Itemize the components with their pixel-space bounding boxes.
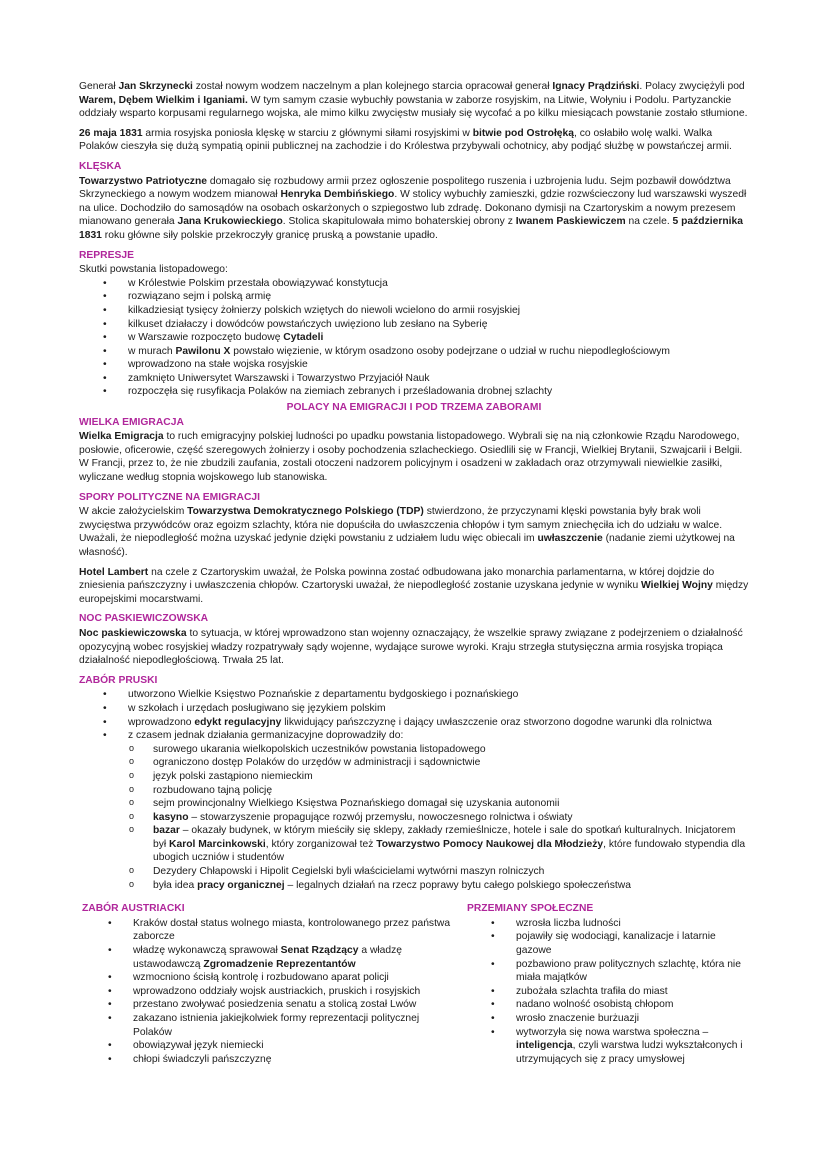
represje-intro: Skutki powstania listopadowego: — [79, 264, 228, 276]
heading-spory-polityczne: SPORY POLITYCZNE NA EMIGRACJI — [79, 491, 260, 503]
bold-text: bazar — [153, 825, 180, 837]
list-item — [79, 318, 749, 332]
list-item — [79, 797, 749, 811]
text-run: ograniczono dostęp Polaków do urzędów w administracji i sądownictwie — [153, 757, 481, 769]
list-item — [79, 770, 749, 784]
bold-text: bitwie pod Ostrołęką — [472, 127, 574, 139]
text-run: kilkadziesiąt tysięcy żołnierzy polskich wziętych do niewoli wcielono do armii rosyjskiej — [128, 304, 521, 316]
text-run: język polski zastąpiono niemieckim — [153, 770, 313, 782]
list-item — [79, 345, 749, 359]
text-run: . Polacy zwyciężyli pod — [639, 81, 745, 92]
list-item — [79, 784, 749, 798]
list-item — [467, 930, 752, 957]
text-run: W tym samym czasie wybuchły powstania w zaborze rosyjskim, na Litwie, Wołyniu i Podolu. Partyzanckie oddziały wsparto korpusami regularnego wojska, ale mimo kilku zwycięstw musiały się wycofać a po kilku miesiącach powstanie zostało stłumione. — [79, 94, 748, 120]
list-item — [79, 385, 749, 399]
text-run: z czasem jednak działania germanizacyjne doprowadziły do: — [128, 730, 404, 742]
text-run: (nadanie ziemi użytkowej na własność). — [79, 533, 735, 558]
text-run: była idea — [153, 879, 198, 891]
list-item — [467, 985, 752, 999]
bold-text: Wielka Emigracja — [79, 431, 164, 443]
list-item — [79, 716, 749, 730]
text-run: Dezydery Chłapowski i Hipolit Cegielski byli właścicielami wytwórni maszyn rolniczych — [153, 866, 545, 878]
bold-text: Jan Skrzynecki — [118, 81, 193, 92]
text-run: – stowarzyszenie propagujące rozwój przemysłu, nowoczesnego rolnictwa i oświaty — [188, 811, 573, 823]
text-run: rozbudowano tajną policję — [153, 784, 273, 796]
bold-text: Noc paskiewiczowska — [79, 627, 187, 639]
text-run: armia rosyjska poniosła klęskę w starciu z głównymi siłami rosyjskimi w — [142, 127, 473, 139]
bold-text: pracy organicznej — [197, 879, 285, 891]
text-run: , które fundowało stypendia dla ubogich uczniów i studentów — [153, 838, 746, 864]
paragraph-kleska — [79, 175, 749, 243]
list-item — [79, 688, 749, 702]
text-run: zubożała szlachta trafiła do miast — [516, 985, 668, 997]
list-item — [79, 277, 749, 291]
paragraph-noc-paskiewiczowska — [79, 627, 749, 668]
list-item — [79, 702, 749, 716]
heading-zabor-pruski: ZABÓR PRUSKI — [79, 674, 158, 686]
list-item — [467, 958, 752, 985]
list-item — [79, 756, 749, 770]
heading-kleska: KLĘSKA — [79, 160, 122, 172]
text-run: został nowym wodzem naczelnym a plan kolejnego starcia opracował generał — [192, 81, 553, 92]
text-run: wzmocniono ścisłą kontrolę i rozbudowano aparat policji — [133, 972, 389, 984]
list-item — [79, 1012, 459, 1039]
list-item — [79, 944, 459, 971]
text-run: wzrosła liczba ludności — [516, 917, 621, 929]
text-run: wprowadzono oddziały wojsk austriackich, pruskich i rosyjskich — [133, 985, 421, 997]
list-item — [79, 304, 749, 318]
bold-text: Iwanem Paskiewiczem — [515, 216, 626, 228]
bold-text: Karol Marcinkowski — [169, 838, 266, 850]
text-run: na czele z Czartoryskim uważał, że Polska powinna zostać odbudowana jako monarchia parlamentarna, w której dojdzie do zniesienia pańszczyzny i uwłaszczenia chłopów. Czartoryski uważał, że niepodległość zostanie uzyskana jedynie w wyniku — [79, 566, 715, 592]
list-item — [79, 879, 749, 893]
text-run: zamknięto Uniwersytet Warszawski i Towarzystwo Przyjaciół Nauk — [128, 372, 430, 384]
text-run: nadano wolność osobistą chłopom — [516, 999, 674, 1011]
bold-text: Hotel Lambert — [79, 566, 149, 578]
bold-text: Warem, Dębem Wielkim i Iganiami. — [79, 94, 248, 106]
bold-text: Towarzystwo Patriotyczne — [79, 175, 207, 187]
text-run: Generał — [79, 81, 119, 92]
text-run: w murach — [128, 345, 176, 357]
bold-text: inteligencja — [516, 1040, 573, 1052]
bold-text: Towarzystwa Demokratycznego Polskiego (TDP) — [187, 506, 424, 518]
list-item — [79, 811, 749, 825]
zabor-austriacki-list — [79, 917, 459, 1067]
przemiany-spoleczne-list — [467, 917, 752, 1067]
text-run: domagało się rozbudowy armii przez ogłoszenie pospolitego ruszenia i uzbrojenia ludu. Sejm pozbawił dowództwa Skrzyneckiego a nowym wodzem mianował — [79, 175, 731, 201]
bold-text: edykt regulacyjny — [194, 716, 282, 728]
text-run: Kraków dostał status wolnego miasta, kontrolowanego przez państwa zaborcze — [133, 917, 451, 943]
text-run: , który zorganizował też — [265, 838, 377, 850]
text-run: w Warszawie rozpoczęto budowę — [128, 332, 284, 344]
text-run: wytworzyła się nowa warstwa społeczna – — [516, 1026, 709, 1038]
list-item — [79, 358, 749, 372]
list-item — [79, 331, 749, 345]
list-item — [79, 743, 749, 757]
bold-text: 26 maja 1831 — [79, 127, 143, 139]
bold-text: Pawilonu X — [175, 345, 231, 357]
bold-text: Ignacy Prądziński — [552, 81, 640, 92]
text-run: surowego ukarania wielkopolskich uczestników powstania listopadowego — [153, 743, 486, 755]
bold-text: Senat Rządzący — [280, 945, 359, 957]
bold-text: 5 października 1831 — [79, 216, 743, 241]
paragraph-wielka-emigracja — [79, 430, 749, 484]
section-title-emigracja-zabory: POLACY NA EMIGRACJI I POD TRZEMA ZABORAMI — [286, 402, 542, 414]
text-run: . Stolica skapitulowała mimo bohaterskiej obrony z — [282, 216, 516, 228]
text-run: roku główne siły polskie przekroczyły granicę pruską a powstanie upadło. — [101, 229, 438, 241]
paragraph-ostroleka — [79, 127, 749, 154]
list-item — [467, 998, 752, 1012]
column-przemiany-spoleczne — [467, 902, 752, 1066]
zabor-pruski-list — [79, 688, 749, 742]
zabor-pruski-sublist — [79, 743, 749, 893]
text-run: to ruch emigracyjny polskiej ludności po upadku powstania listopadowego. Wybrali się na nią członkowie Rządu Narodowego, posłowie, oficerowie, część szeregowych żołnierzy i osoby pochodzenia szlacheckiego. Osiedlili się w Francji, Wielkiej Brytanii, Szwajcarii i Belgii. W Francji, przez to, że nie zbudzili zaufania, zostali otoczeni nadzorem policyjnym i osadzeni w zakładach oraz otrzymywali niewielkie zasiłki, wyliczane według stopnia wojskowego lub stanowiska. — [79, 431, 743, 484]
text-run: rozwiązano sejm i polską armię — [128, 291, 272, 303]
text-run: w szkołach i urzędach posługiwano się językiem polskim — [128, 702, 386, 714]
text-run: władzę wykonawczą sprawował — [133, 945, 281, 957]
text-run: chłopi świadczyli pańszczyznę — [133, 1053, 272, 1065]
list-item — [467, 1026, 752, 1067]
bold-text: kasyno — [153, 811, 189, 823]
text-run: między europejskimi mocarstwami. — [79, 580, 749, 605]
text-run: powstało więzienie, w którym osadzono osoby podejrzane o udział w ruchu niepodległościowym — [230, 345, 671, 357]
text-run: W akcie założycielskim — [79, 506, 188, 518]
text-run: w Królestwie Polskim przestała obowiązywać konstytucja — [128, 277, 388, 289]
text-run: pojawiły się wodociągi, kanalizacje i latarnie gazowe — [516, 931, 716, 957]
text-run: zakazano istnienia jakiejkolwiek formy reprezentacji politycznej Polaków — [133, 1013, 420, 1038]
text-run: a władzę ustawodawczą — [133, 945, 403, 970]
bold-text: Cytadeli — [283, 332, 324, 344]
list-item — [79, 372, 749, 386]
list-item — [79, 824, 749, 865]
bold-text: Towarzystwo Pomocy Naukowej dla Młodzieży — [376, 838, 604, 850]
column-zabor-austriacki — [79, 902, 459, 1066]
list-item — [79, 729, 749, 743]
document-page — [79, 80, 749, 1065]
list-item — [79, 917, 459, 944]
list-item — [79, 1039, 459, 1053]
paragraph-skrzynecki — [79, 80, 749, 121]
text-run: stwierdzono, że przyczynami klęski powstania były brak woli zwycięstwa przywódców oraz egoizm szlachty, która nie dopuściła do uwłaszczenia chłopów i tym samym zniechęciła ich do udziału w walce. Uważali, że niepodległość można uzyskać jedynie dzięki powstaniu z udziałem ludu więc obiecali im — [79, 506, 723, 545]
list-item — [79, 290, 749, 304]
list-item — [79, 971, 459, 985]
heading-represje: REPRESJE — [79, 249, 134, 261]
heading-zabor-austriacki: ZABÓR AUSTRIACKI — [82, 903, 185, 915]
text-run: wrosło znaczenie burżuazji — [516, 1013, 640, 1024]
text-run: wprowadzono na stałe wojska rosyjskie — [128, 359, 308, 371]
list-item — [79, 1053, 459, 1067]
list-item — [79, 865, 749, 879]
list-item — [467, 1012, 752, 1026]
text-run: . W stolicy wybuchły zamieszki, gdzie rozwścieczony lud warszawski wyszedł na ulice. Dochodziło do samosądów na osobach oskarżonych o szpiegostwo lub zdradę. Dokonano dymisji na Czartoryskim a nowym prezesem mianowano generała — [79, 189, 747, 228]
heading-wielka-emigracja: WIELKA EMIGRACJA — [79, 416, 184, 428]
text-run: kilkuset działaczy i dowódców powstańczych uwięziono lub zesłano na Syberię — [128, 318, 488, 330]
text-run: rozpoczęła się rusyfikacja Polaków na ziemiach zebranych i prześladowania drobnej szlachty — [128, 386, 553, 398]
text-run: likwidujący pańszczyznę i dający uwłaszczenie oraz stworzono dogodne warunki dla rolnictwa — [281, 716, 712, 728]
list-item — [79, 985, 459, 999]
represje-list — [79, 277, 749, 399]
heading-przemiany-spoleczne: PRZEMIANY SPOŁECZNE — [467, 903, 594, 915]
bold-text: Zgromadzenie Reprezentantów — [203, 958, 356, 970]
text-run: obowiązywał język niemiecki — [133, 1040, 264, 1052]
text-run: przestano zwoływać posiedzenia senatu a stolicą został Lwów — [133, 999, 417, 1011]
text-run: pozbawiono praw politycznych szlachtę, która nie miała majątków — [516, 958, 741, 984]
bold-text: Jana Krukowieckiego — [177, 216, 283, 228]
bold-text: uwłaszczenie — [537, 533, 603, 545]
bold-text: Wielkiej Wojny — [641, 580, 713, 592]
text-run: – legalnych działań na rzecz poprawy bytu całego polskiego społeczeństwa — [284, 879, 631, 891]
text-run: , czyli warstwa ludzi wykształconych i utrzymujących się z pracy umysłowej — [516, 1040, 743, 1065]
text-run: wprowadzono — [128, 716, 195, 728]
text-run: utworzono Wielkie Księstwo Poznańskie z departamentu bydgoskiego i poznańskiego — [128, 689, 519, 701]
bold-text: Henryka Dembińskiego — [280, 189, 395, 201]
heading-noc-paskiewiczowska: NOC PASKIEWICZOWSKA — [79, 613, 209, 625]
paragraph-tdp — [79, 505, 749, 559]
text-run: sejm prowincjonalny Wielkiego Księstwa Poznańskiego domagał się uzyskania autonomii — [153, 798, 560, 810]
list-item — [79, 998, 459, 1012]
paragraph-hotel-lambert — [79, 566, 749, 607]
list-item — [467, 917, 752, 931]
text-run: – okazały budynek, w którym mieściły się sklepy, zakłady rzemieślnicze, hotele i sale do spotkań kulturalnych. Inicjatorem był — [153, 825, 736, 850]
text-run: to sytuacja, w której wprowadzono stan wojenny oznaczający, że wszelkie sprawy związane z podejrzeniem o działalność opozycyjną wobec rosyjskiej władzy rozpatrywały sądy wojenne, wydające surowe wyroki. Kraju strzegła stutysięczna armia rosyjska tropiąca działalność niepodległościową. Trwała 25 lat. — [79, 627, 743, 667]
text-run: na czele. — [625, 216, 673, 228]
text-run: , co osłabiło wolę walki. Walka Polaków cieszyła się dużą sympatią opinii publicznej na zachodzie i do Królestwa przybywali ochotnicy, aby podjąć służbę w powstańczej armii. — [79, 127, 732, 153]
